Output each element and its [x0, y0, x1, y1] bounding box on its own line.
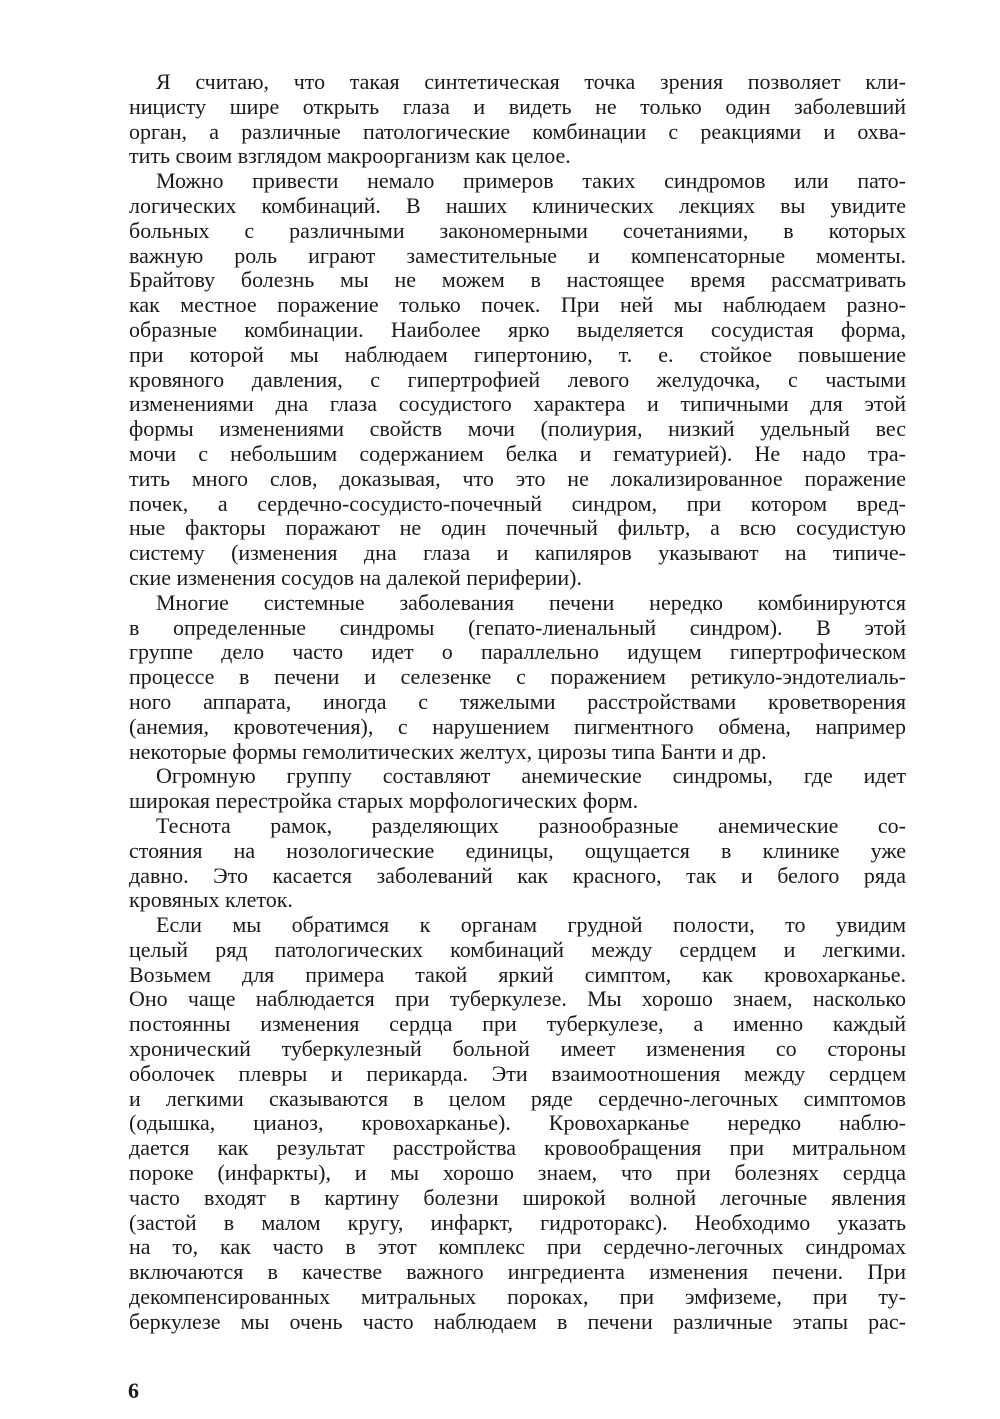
- text-line: Брайтову болезнь мы не можем в настоящее время рассматривать: [129, 267, 906, 293]
- text-line: оболочек плевры и перикарда. Эти взаимоотношения между сердцем: [129, 1060, 906, 1086]
- text-line: мочи с небольшим содержанием белка и гематурией). Не надо тра-: [129, 440, 906, 466]
- text-line: Оно чаще наблюдается при туберкулезе. Мы хорошо знаем, насколько: [129, 986, 906, 1012]
- text-line: кровяного давления, с гипертрофией левого желудочка, с частыми: [129, 366, 906, 392]
- text-line: процессе в печени и селезенке с поражением ретикуло-эндотелиаль-: [129, 664, 906, 690]
- text-line: кровяных клеток.: [129, 887, 293, 913]
- text-line: систему (изменения дна глаза и капиляров указывают на типиче-: [129, 540, 906, 566]
- text-line: включаются в качестве важного ингредиента изменения печени. При: [129, 1259, 906, 1285]
- paragraph: [129, 591, 906, 765]
- text-line: больных с различными закономерными сочетаниями, в которых: [129, 217, 906, 243]
- text-line: на то, как часто в этот комплекс при сердечно-легочных синдромах: [129, 1234, 906, 1260]
- paragraph: [129, 169, 906, 591]
- text-line: Возьмем для примера такой яркий симптом, как кровохарканье.: [129, 961, 906, 987]
- text-line: часто входят в картину болезни широкой волной легочные явления: [129, 1184, 906, 1210]
- text-line: изменениями дна глаза сосудистого характера и типичными для этой: [129, 391, 906, 417]
- text-line: постоянны изменения сердца при туберкулезе, а именно каждый: [129, 1011, 906, 1037]
- text-line: ные факторы поражают не один почечный фильтр, а всю сосудистую: [129, 515, 906, 541]
- text-line: (застой в малом кругу, инфаркт, гидроторакс). Необходимо указать: [129, 1209, 906, 1235]
- text-line: широкая перестройка старых морфологических форм.: [129, 788, 639, 814]
- text-line: пороке (инфаркты), и мы хорошо знаем, что при болезнях сердца: [129, 1160, 906, 1186]
- text-line: хронический туберкулезный больной имеет изменения со стороны: [129, 1036, 906, 1062]
- text-line: образные комбинации. Наиболее ярко выделяется сосудистая форма,: [129, 316, 906, 342]
- text-line: орган, а различные патологические комбинации с реакциями и охва-: [129, 118, 906, 144]
- paragraph: [129, 913, 906, 1335]
- text-line: Можно привести немало примеров таких синдромов или пато-: [156, 168, 906, 194]
- text-line: некоторые формы гемолитических желтух, цирозы типа Банти и др.: [129, 738, 767, 764]
- text-line: Я считаю, что такая синтетическая точка зрения позволяет кли-: [156, 69, 906, 94]
- text-line: ницисту шире открыть глаза и видеть не только один заболевший: [129, 93, 906, 119]
- text-line: стояния на нозологические единицы, ощущается в клинике уже: [129, 837, 906, 863]
- text-line: тить своим взглядом макроорганизм как целое.: [129, 143, 571, 169]
- text-line: в определенные синдромы (гепато-лиенальный синдром). В этой: [129, 614, 906, 640]
- text-line: (анемия, кровотечения), с нарушением пигментного обмена, например: [129, 713, 906, 739]
- text-line: ские изменения сосудов на далекой периферии).: [129, 564, 582, 590]
- text-line: целый ряд патологических комбинаций между сердцем и легкими.: [129, 936, 906, 962]
- paragraph: [129, 764, 906, 814]
- text-line: давно. Это касается заболеваний как красного, так и белого ряда: [129, 862, 906, 888]
- text-line: Многие системные заболевания печени нередко комбинируются: [156, 589, 906, 615]
- text-line: формы изменениями свойств мочи (полиурия, низкий удельный вес: [129, 416, 906, 442]
- page-number: 6: [128, 1378, 139, 1403]
- text-line: ного аппарата, иногда с тяжелыми расстройствами кроветворения: [129, 688, 906, 714]
- text-line: почек, а сердечно-сосудисто-почечный синдром, при котором вред-: [129, 490, 906, 516]
- text-line: группе дело часто идет о параллельно идущем гипертрофическом: [129, 639, 906, 665]
- text-line: Теснота рамок, разделяющих разнообразные анемические со-: [156, 812, 906, 838]
- text-line: тить много слов, доказывая, что это не локализированное поражение: [129, 465, 906, 491]
- text-line: Огромную группу составляют анемические синдромы, где идет: [156, 763, 906, 789]
- paragraph: [129, 70, 906, 169]
- text-line: и легкими сказываются в целом ряде сердечно-легочных симптомов: [129, 1085, 906, 1111]
- text-line: декомпенсированных митральных пороках, при эмфиземе, при ту-: [129, 1284, 906, 1310]
- text-line: важную роль играют заместительные и компенсаторные моменты.: [129, 242, 906, 268]
- paragraph: [129, 814, 906, 913]
- text-line: при которой мы наблюдаем гипертонию, т. е. стойкое повышение: [129, 341, 906, 367]
- text-line: беркулезе мы очень часто наблюдаем в печени различные этапы рас-: [129, 1308, 906, 1334]
- text-line: (одышка, цианоз, кровохарканье). Кровохарканье нередко наблю-: [129, 1110, 906, 1136]
- page-body-text: [129, 70, 906, 1335]
- text-line: как местное поражение только почек. При ней мы наблюдаем разно-: [129, 292, 906, 318]
- text-line: логических комбинаций. В наших клинических лекциях вы увидите: [129, 192, 906, 218]
- text-line: Если мы обратимся к органам грудной полости, то увидим: [156, 912, 906, 938]
- text-line: дается как результат расстройства кровообращения при митральном: [129, 1135, 906, 1161]
